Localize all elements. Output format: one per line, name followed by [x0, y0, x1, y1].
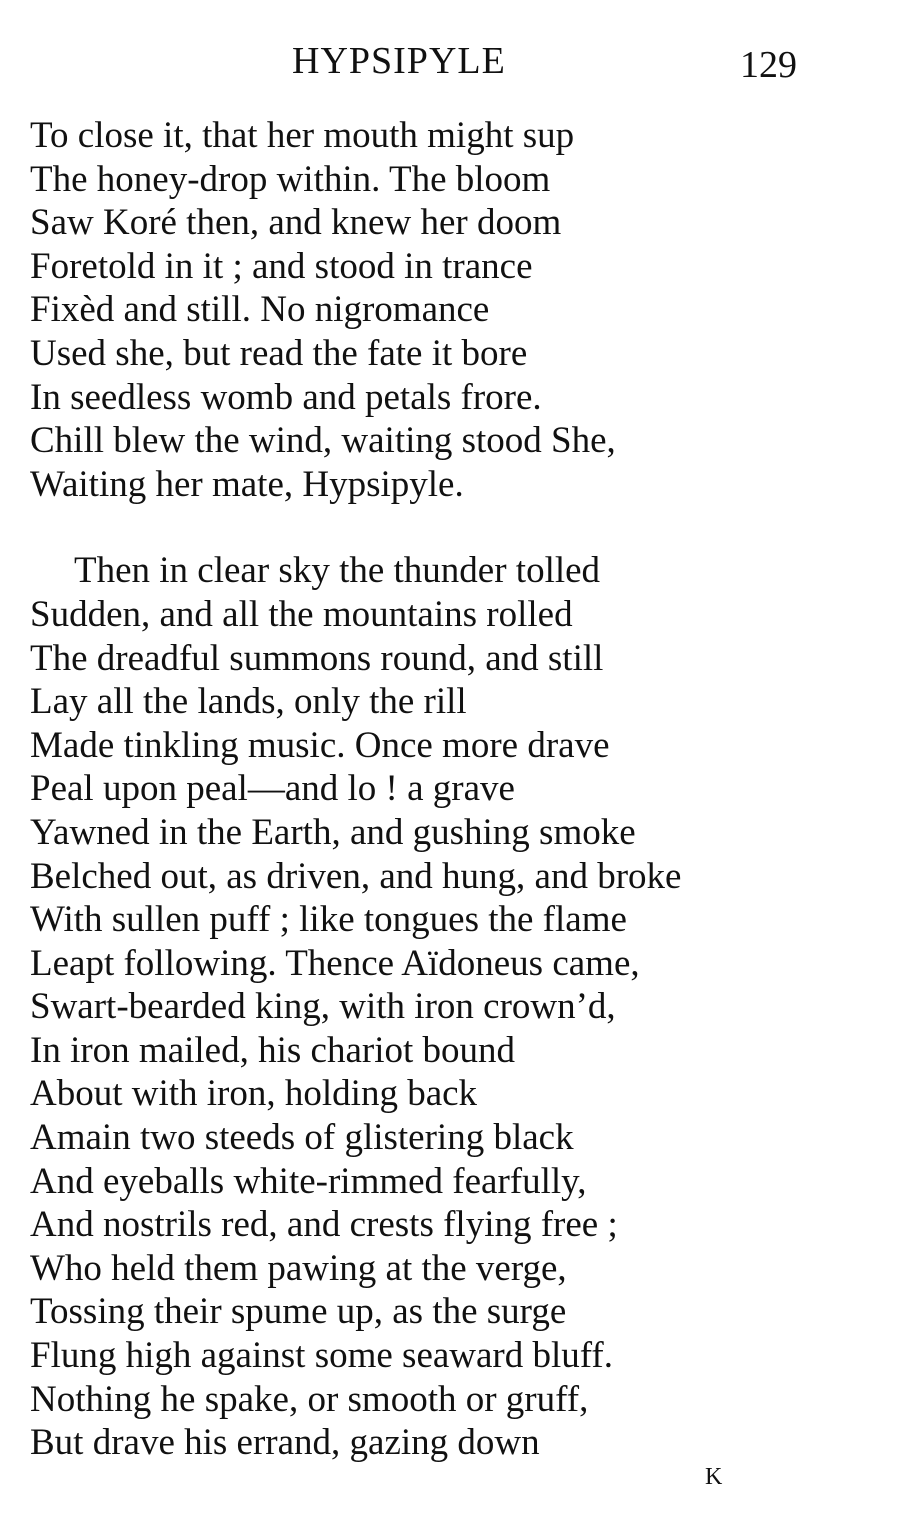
poem-line: Swart-bearded king, with iron crown’d,: [30, 986, 616, 1028]
poem-line: Flung high against some seaward bluff.: [30, 1335, 614, 1377]
poem-line: To close it, that her mouth might sup: [30, 115, 575, 156]
poem-line: Yawned in the Earth, and gushing smoke: [30, 811, 636, 853]
poem-line: In seedless womb and petals frore.: [30, 376, 542, 418]
poem-line: Waiting her mate, Hypsipyle.: [30, 463, 464, 505]
page-header: [0, 38, 900, 88]
signature-mark: K: [705, 1464, 723, 1490]
poem-line: Lay all the lands, only the rill: [30, 681, 467, 723]
poem-line: Sudden, and all the mountains rolled: [30, 593, 573, 635]
poem-line: Peal upon peal—and lo ! a grave: [30, 768, 515, 810]
poem-line: In iron mailed, his chariot bound: [30, 1029, 516, 1071]
poem-line: Who held them pawing at the verge,: [30, 1247, 567, 1289]
poem-line: Nothing he spake, or smooth or gruff,: [30, 1378, 589, 1420]
poem-line: Then in clear sky the thunder tolled: [74, 550, 601, 592]
poem-line: Used she, but read the fate it bore: [30, 332, 528, 374]
poem-line: Saw Koré then, and knew her doom: [30, 202, 562, 244]
poem-line: Leapt following. Thence Aïdoneus came,: [30, 942, 640, 984]
stanza-2: [30, 549, 880, 1464]
poem-line: Tossing their spume up, as the surge: [30, 1291, 567, 1333]
poem-text: [30, 114, 880, 1465]
poem-line: With sullen puff ; like tongues the flame: [30, 899, 627, 941]
poem-line: Belched out, as driven, and hung, and broke: [30, 855, 682, 897]
poem-line: About with iron, holding back: [30, 1073, 478, 1115]
poem-line: And eyeballs white-rimmed fearfully,: [30, 1160, 587, 1202]
page-number: 129: [740, 44, 797, 86]
running-title: HYPSIPYLE: [292, 40, 506, 82]
stanza-1: [30, 114, 880, 506]
poem-line: The dreadful summons round, and still: [30, 637, 604, 679]
poem-line: Made tinkling music. Once more drave: [30, 724, 610, 766]
poem-line: Fixèd and still. No nigromance: [30, 289, 490, 331]
poem-line: The honey-drop within. The bloom: [30, 158, 551, 200]
poem-line: But drave his errand, gazing down: [30, 1422, 540, 1464]
poem-line: Chill blew the wind, waiting stood She,: [30, 420, 616, 462]
poem-line: Amain two steeds of glistering black: [30, 1117, 574, 1159]
poem-line: Foretold in it ; and stood in trance: [30, 245, 533, 287]
poem-line: And nostrils red, and crests flying free ;: [30, 1204, 618, 1246]
